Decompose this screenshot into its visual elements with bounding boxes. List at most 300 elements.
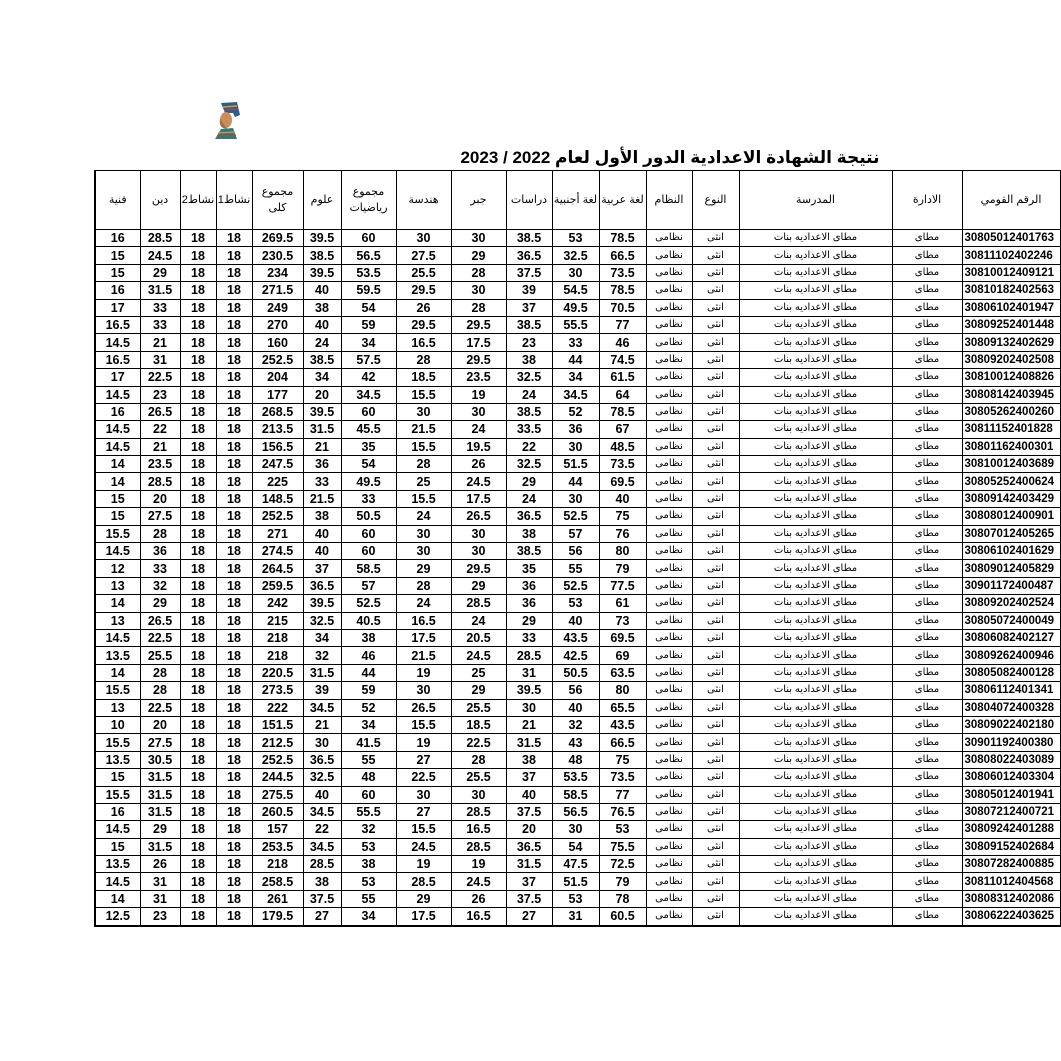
cell-foreign-language: 32.5 (552, 247, 599, 264)
cell-grand-total: 259.5 (252, 577, 303, 594)
table-row (95, 438, 1060, 455)
cell-activity2: 18 (180, 334, 216, 351)
cell-administration: مطاى (892, 699, 962, 716)
cell-arabic: 73 (599, 612, 646, 629)
cell-national-id: 30808312402086 (962, 890, 1060, 907)
cell-foreign-language: 56 (552, 682, 599, 699)
cell-administration: مطاى (892, 560, 962, 577)
cell-religion: 28 (140, 682, 180, 699)
cell-gender: انثى (692, 908, 739, 926)
cell-algebra: 29 (451, 682, 506, 699)
cell-religion: 31 (140, 351, 180, 368)
cell-activity2: 18 (180, 629, 216, 646)
table-row (95, 369, 1060, 386)
cell-science: 20 (303, 386, 341, 403)
cell-social-studies: 39 (506, 282, 552, 299)
cell-religion: 22.5 (140, 699, 180, 716)
cell-math-total: 34 (341, 334, 396, 351)
header-administration: الادارة (892, 171, 962, 230)
cell-system: نظامى (646, 873, 692, 890)
cell-gender: انثى (692, 473, 739, 490)
cell-arabic: 69.5 (599, 473, 646, 490)
cell-foreign-language: 53 (552, 230, 599, 247)
cell-activity2: 18 (180, 560, 216, 577)
cell-activity1: 18 (216, 508, 252, 525)
header-social-studies: دراسات (506, 171, 552, 230)
cell-math-total: 40.5 (341, 612, 396, 629)
cell-national-id: 30805082400128 (962, 664, 1060, 681)
cell-geometry: 30 (396, 543, 451, 560)
cell-art: 13.5 (95, 647, 140, 664)
cell-gender: انثى (692, 838, 739, 855)
cell-activity1: 18 (216, 612, 252, 629)
cell-activity2: 18 (180, 543, 216, 560)
cell-activity2: 18 (180, 821, 216, 838)
cell-national-id: 30811102402246 (962, 247, 1060, 264)
cell-algebra: 28 (451, 299, 506, 316)
cell-algebra: 25 (451, 664, 506, 681)
cell-administration: مطاى (892, 456, 962, 473)
cell-social-studies: 36.5 (506, 247, 552, 264)
cell-foreign-language: 52.5 (552, 508, 599, 525)
cell-math-total: 57 (341, 577, 396, 594)
cell-national-id: 30809152402684 (962, 838, 1060, 855)
cell-administration: مطاى (892, 386, 962, 403)
cell-social-studies: 32.5 (506, 456, 552, 473)
cell-religion: 28.5 (140, 473, 180, 490)
cell-foreign-language: 30 (552, 438, 599, 455)
cell-administration: مطاى (892, 821, 962, 838)
cell-religion: 30.5 (140, 751, 180, 768)
cell-algebra: 24 (451, 612, 506, 629)
cell-foreign-language: 30 (552, 264, 599, 281)
table-row (95, 647, 1060, 664)
cell-grand-total: 218 (252, 856, 303, 873)
cell-national-id: 30807212400721 (962, 803, 1060, 820)
cell-algebra: 17.5 (451, 490, 506, 507)
cell-arabic: 78.5 (599, 230, 646, 247)
table-row (95, 386, 1060, 403)
table-row (95, 543, 1060, 560)
cell-science: 34 (303, 629, 341, 646)
cell-math-total: 52 (341, 699, 396, 716)
cell-art: 10 (95, 716, 140, 733)
header-science: علوم (303, 171, 341, 230)
cell-activity1: 18 (216, 316, 252, 333)
cell-grand-total: 212.5 (252, 734, 303, 751)
cell-art: 16 (95, 803, 140, 820)
cell-activity1: 18 (216, 282, 252, 299)
cell-algebra: 17.5 (451, 334, 506, 351)
cell-administration: مطاى (892, 230, 962, 247)
cell-math-total: 48 (341, 769, 396, 786)
cell-national-id: 30805072400049 (962, 612, 1060, 629)
cell-administration: مطاى (892, 908, 962, 926)
cell-geometry: 27 (396, 751, 451, 768)
page-title: نتيجة الشهادة الاعدادية الدور الأول لعام 2022 / 2023 (460, 148, 880, 167)
cell-arabic: 73.5 (599, 769, 646, 786)
cell-algebra: 30 (451, 230, 506, 247)
cell-social-studies: 33.5 (506, 421, 552, 438)
cell-art: 15.5 (95, 525, 140, 542)
cell-activity1: 18 (216, 716, 252, 733)
table-row (95, 316, 1060, 333)
cell-administration: مطاى (892, 351, 962, 368)
cell-geometry: 17.5 (396, 629, 451, 646)
cell-arabic: 46 (599, 334, 646, 351)
cell-art: 14.5 (95, 543, 140, 560)
cell-gender: انثى (692, 647, 739, 664)
cell-algebra: 23.5 (451, 369, 506, 386)
cell-religion: 23 (140, 386, 180, 403)
cell-foreign-language: 44 (552, 473, 599, 490)
cell-system: نظامى (646, 456, 692, 473)
cell-national-id: 30807282400885 (962, 856, 1060, 873)
cell-activity2: 18 (180, 473, 216, 490)
cell-national-id: 30810012409121 (962, 264, 1060, 281)
table-row (95, 734, 1060, 751)
cell-school: مطاى الاعداديه بنات (739, 908, 892, 926)
cell-foreign-language: 53.5 (552, 769, 599, 786)
cell-activity1: 18 (216, 351, 252, 368)
cell-social-studies: 32.5 (506, 369, 552, 386)
cell-activity1: 18 (216, 456, 252, 473)
table-row (95, 803, 1060, 820)
table-row (95, 595, 1060, 612)
cell-math-total: 55.5 (341, 803, 396, 820)
cell-arabic: 74.5 (599, 351, 646, 368)
cell-activity1: 18 (216, 230, 252, 247)
cell-grand-total: 242 (252, 595, 303, 612)
cell-national-id: 30808022403089 (962, 751, 1060, 768)
cell-social-studies: 38 (506, 351, 552, 368)
cell-administration: مطاى (892, 612, 962, 629)
cell-activity1: 18 (216, 525, 252, 542)
cell-science: 36.5 (303, 577, 341, 594)
cell-administration: مطاى (892, 595, 962, 612)
cell-arabic: 76.5 (599, 803, 646, 820)
cell-grand-total: 244.5 (252, 769, 303, 786)
cell-activity1: 18 (216, 856, 252, 873)
cell-national-id: 30805252400624 (962, 473, 1060, 490)
cell-gender: انثى (692, 282, 739, 299)
cell-science: 37 (303, 560, 341, 577)
cell-art: 14.5 (95, 821, 140, 838)
cell-arabic: 73.5 (599, 456, 646, 473)
cell-system: نظامى (646, 508, 692, 525)
cell-art: 14.5 (95, 421, 140, 438)
cell-foreign-language: 54.5 (552, 282, 599, 299)
cell-school: مطاى الاعداديه بنات (739, 595, 892, 612)
cell-algebra: 28.5 (451, 803, 506, 820)
cell-administration: مطاى (892, 734, 962, 751)
cell-art: 15 (95, 247, 140, 264)
cell-activity1: 18 (216, 803, 252, 820)
cell-grand-total: 270 (252, 316, 303, 333)
cell-art: 14 (95, 664, 140, 681)
cell-social-studies: 21 (506, 716, 552, 733)
cell-science: 36 (303, 456, 341, 473)
cell-system: نظامى (646, 786, 692, 803)
cell-activity2: 18 (180, 716, 216, 733)
cell-national-id: 30809252401448 (962, 316, 1060, 333)
cell-national-id: 30805012401763 (962, 230, 1060, 247)
cell-system: نظامى (646, 247, 692, 264)
cell-national-id: 30809202402524 (962, 595, 1060, 612)
cell-religion: 21 (140, 334, 180, 351)
cell-religion: 21 (140, 438, 180, 455)
cell-activity1: 18 (216, 682, 252, 699)
cell-administration: مطاى (892, 577, 962, 594)
cell-geometry: 15.5 (396, 490, 451, 507)
cell-grand-total: 225 (252, 473, 303, 490)
cell-activity2: 18 (180, 508, 216, 525)
cell-math-total: 34 (341, 908, 396, 926)
cell-grand-total: 213.5 (252, 421, 303, 438)
cell-religion: 33 (140, 316, 180, 333)
cell-foreign-language: 33 (552, 334, 599, 351)
cell-science: 40 (303, 543, 341, 560)
cell-activity2: 18 (180, 769, 216, 786)
cell-math-total: 55 (341, 751, 396, 768)
cell-administration: مطاى (892, 838, 962, 855)
cell-art: 14.5 (95, 438, 140, 455)
cell-arabic: 69 (599, 647, 646, 664)
cell-science: 31.5 (303, 421, 341, 438)
table-row (95, 664, 1060, 681)
cell-geometry: 16.5 (396, 334, 451, 351)
cell-geometry: 26 (396, 299, 451, 316)
cell-arabic: 79 (599, 873, 646, 890)
cell-algebra: 29.5 (451, 560, 506, 577)
cell-activity2: 18 (180, 890, 216, 907)
cell-gender: انثى (692, 264, 739, 281)
cell-national-id: 30806102401947 (962, 299, 1060, 316)
cell-gender: انثى (692, 577, 739, 594)
cell-foreign-language: 57 (552, 525, 599, 542)
cell-science: 34.5 (303, 838, 341, 855)
cell-school: مطاى الاعداديه بنات (739, 821, 892, 838)
cell-school: مطاى الاعداديه بنات (739, 264, 892, 281)
cell-administration: مطاى (892, 543, 962, 560)
cell-activity2: 18 (180, 369, 216, 386)
header-algebra: جبر (451, 171, 506, 230)
cell-religion: 31.5 (140, 786, 180, 803)
cell-science: 39.5 (303, 595, 341, 612)
cell-social-studies: 38.5 (506, 403, 552, 420)
cell-system: نظامى (646, 682, 692, 699)
cell-system: نظامى (646, 803, 692, 820)
cell-foreign-language: 51.5 (552, 456, 599, 473)
cell-science: 40 (303, 316, 341, 333)
cell-algebra: 30 (451, 403, 506, 420)
cell-activity2: 18 (180, 386, 216, 403)
cell-algebra: 30 (451, 525, 506, 542)
cell-school: مطاى الاعداديه بنات (739, 647, 892, 664)
cell-math-total: 38 (341, 856, 396, 873)
cell-science: 39.5 (303, 264, 341, 281)
cell-activity1: 18 (216, 908, 252, 926)
cell-social-studies: 36 (506, 595, 552, 612)
cell-arabic: 65.5 (599, 699, 646, 716)
cell-algebra: 29 (451, 247, 506, 264)
cell-social-studies: 23 (506, 334, 552, 351)
cell-social-studies: 29 (506, 612, 552, 629)
cell-national-id: 30806112401341 (962, 682, 1060, 699)
cell-geometry: 22.5 (396, 769, 451, 786)
cell-national-id: 30810182402563 (962, 282, 1060, 299)
cell-algebra: 24.5 (451, 647, 506, 664)
cell-religion: 33 (140, 560, 180, 577)
cell-algebra: 16.5 (451, 908, 506, 926)
cell-system: نظامى (646, 734, 692, 751)
cell-foreign-language: 31 (552, 908, 599, 926)
cell-national-id: 30901172400487 (962, 577, 1060, 594)
cell-system: نظامى (646, 699, 692, 716)
cell-system: نظامى (646, 716, 692, 733)
cell-gender: انثى (692, 230, 739, 247)
header-school: المدرسة (739, 171, 892, 230)
cell-science: 21.5 (303, 490, 341, 507)
cell-arabic: 77 (599, 316, 646, 333)
cell-science: 38 (303, 873, 341, 890)
cell-science: 40 (303, 525, 341, 542)
cell-religion: 26.5 (140, 403, 180, 420)
cell-math-total: 49.5 (341, 473, 396, 490)
cell-arabic: 73.5 (599, 264, 646, 281)
cell-administration: مطاى (892, 629, 962, 646)
table-row (95, 629, 1060, 646)
cell-school: مطاى الاعداديه بنات (739, 890, 892, 907)
cell-religion: 33 (140, 299, 180, 316)
cell-foreign-language: 52 (552, 403, 599, 420)
cell-art: 15 (95, 838, 140, 855)
cell-school: مطاى الاعداديه بنات (739, 629, 892, 646)
cell-geometry: 30 (396, 682, 451, 699)
table-row (95, 908, 1060, 926)
cell-algebra: 28.5 (451, 838, 506, 855)
cell-activity2: 18 (180, 786, 216, 803)
cell-religion: 22.5 (140, 629, 180, 646)
cell-arabic: 75 (599, 508, 646, 525)
cell-arabic: 61 (599, 595, 646, 612)
cell-system: نظامى (646, 612, 692, 629)
cell-algebra: 24 (451, 421, 506, 438)
cell-national-id: 30801162400301 (962, 438, 1060, 455)
cell-school: مطاى الاعداديه بنات (739, 438, 892, 455)
cell-science: 37.5 (303, 890, 341, 907)
cell-foreign-language: 30 (552, 821, 599, 838)
cell-administration: مطاى (892, 299, 962, 316)
cell-national-id: 30808142403945 (962, 386, 1060, 403)
cell-school: مطاى الاعداديه بنات (739, 456, 892, 473)
cell-social-studies: 30 (506, 699, 552, 716)
cell-foreign-language: 40 (552, 612, 599, 629)
cell-religion: 31.5 (140, 838, 180, 855)
cell-art: 13.5 (95, 751, 140, 768)
cell-system: نظامى (646, 629, 692, 646)
cell-art: 16 (95, 403, 140, 420)
cell-algebra: 19.5 (451, 438, 506, 455)
cell-national-id: 30809142403429 (962, 490, 1060, 507)
cell-gender: انثى (692, 386, 739, 403)
cell-science: 34 (303, 369, 341, 386)
cell-algebra: 20.5 (451, 629, 506, 646)
cell-art: 13 (95, 699, 140, 716)
cell-science: 40 (303, 282, 341, 299)
cell-arabic: 75 (599, 751, 646, 768)
cell-gender: انثى (692, 490, 739, 507)
cell-administration: مطاى (892, 873, 962, 890)
cell-art: 16 (95, 230, 140, 247)
cell-geometry: 19 (396, 664, 451, 681)
cell-science: 39.5 (303, 403, 341, 420)
cell-religion: 32 (140, 577, 180, 594)
cell-school: مطاى الاعداديه بنات (739, 560, 892, 577)
cell-foreign-language: 36 (552, 421, 599, 438)
cell-grand-total: 271.5 (252, 282, 303, 299)
cell-social-studies: 37.5 (506, 890, 552, 907)
cell-gender: انثى (692, 369, 739, 386)
cell-grand-total: 151.5 (252, 716, 303, 733)
cell-algebra: 25.5 (451, 769, 506, 786)
cell-religion: 23 (140, 908, 180, 926)
table-row (95, 490, 1060, 507)
table-row (95, 230, 1060, 247)
cell-grand-total: 268.5 (252, 403, 303, 420)
cell-geometry: 16.5 (396, 612, 451, 629)
cell-activity2: 18 (180, 316, 216, 333)
cell-foreign-language: 49.5 (552, 299, 599, 316)
cell-algebra: 30 (451, 786, 506, 803)
cell-art: 15 (95, 490, 140, 507)
cell-system: نظامى (646, 403, 692, 420)
cell-activity1: 18 (216, 577, 252, 594)
cell-math-total: 50.5 (341, 508, 396, 525)
cell-math-total: 60 (341, 230, 396, 247)
cell-activity1: 18 (216, 664, 252, 681)
cell-art: 14.5 (95, 386, 140, 403)
cell-grand-total: 179.5 (252, 908, 303, 926)
cell-social-studies: 37.5 (506, 803, 552, 820)
cell-geometry: 29 (396, 890, 451, 907)
cell-school: مطاى الاعداديه بنات (739, 369, 892, 386)
cell-gender: انثى (692, 821, 739, 838)
cell-grand-total: 218 (252, 647, 303, 664)
cell-gender: انثى (692, 803, 739, 820)
cell-foreign-language: 48 (552, 751, 599, 768)
cell-science: 38.5 (303, 351, 341, 368)
cell-social-studies: 29 (506, 473, 552, 490)
cell-gender: انثى (692, 856, 739, 873)
cell-geometry: 30 (396, 525, 451, 542)
cell-administration: مطاى (892, 247, 962, 264)
cell-administration: مطاى (892, 369, 962, 386)
cell-grand-total: 252.5 (252, 751, 303, 768)
cell-algebra: 16.5 (451, 821, 506, 838)
cell-activity2: 18 (180, 264, 216, 281)
cell-arabic: 80 (599, 543, 646, 560)
cell-administration: مطاى (892, 856, 962, 873)
cell-math-total: 34 (341, 716, 396, 733)
cell-arabic: 53 (599, 821, 646, 838)
cell-geometry: 25 (396, 473, 451, 490)
cell-grand-total: 156.5 (252, 438, 303, 455)
cell-arabic: 75.5 (599, 838, 646, 855)
cell-administration: مطاى (892, 282, 962, 299)
cell-arabic: 78.5 (599, 403, 646, 420)
cell-national-id: 30901192400380 (962, 734, 1060, 751)
